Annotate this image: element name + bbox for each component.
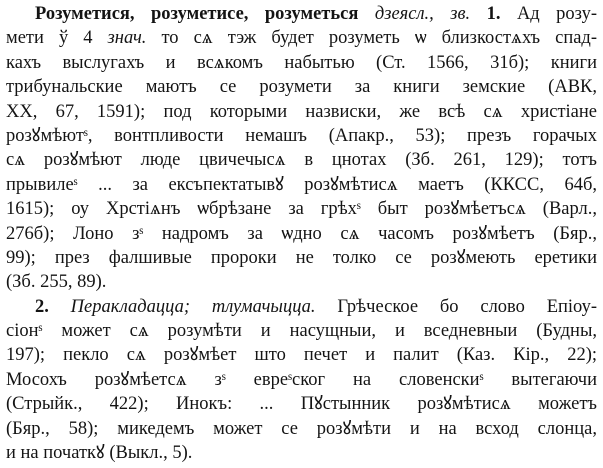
paragraph-2 bbox=[6, 295, 597, 466]
translation-gloss: Перакладацца; тлумачыцца. bbox=[70, 296, 316, 317]
text-segment: 99); през фалшивые пророки не толко се розꙋмеють еретики bbox=[6, 247, 597, 268]
text-segment: 197); пекло сѧ розꙋмѣет што печет и палит (Каз. Кір., 22); bbox=[6, 345, 597, 366]
text-line bbox=[6, 51, 597, 75]
grammar-label: дзеясл., зв. bbox=[374, 4, 471, 24]
text-segment: Грѣческое бо слово Епiоу- bbox=[315, 296, 597, 317]
text-segment: (Зб. 255, 89). bbox=[6, 272, 107, 293]
text-segment: и на початкꙋ (Выкл., 5). bbox=[6, 443, 193, 464]
text-segment: мети ў 4 bbox=[6, 28, 108, 49]
text-line bbox=[6, 75, 597, 99]
text-line bbox=[6, 441, 597, 465]
text-segment: XX, 67, 1591); под которыми назвиски, же всѣ сѧ христiане bbox=[6, 101, 597, 122]
text-segment: сiонˢ может сѧ розумѣти и насущныи, и вседневныи (Будны, bbox=[6, 321, 597, 342]
text-line bbox=[6, 100, 597, 124]
text-segment: прывилеˢ ... за ексъпектатывꙋ розꙋмѣтисѧ маетъ (ККСС, 64б, bbox=[6, 174, 597, 195]
text-segment: 276б); Лоно зˢ надромъ за ѡдно сѧ часомъ розꙋмѣетъ (Бяр., bbox=[6, 223, 597, 244]
text-segment: то сѧ тэж будет розуметь ѡ близкостѧхъ спад- bbox=[146, 28, 597, 49]
text-line bbox=[6, 173, 597, 197]
headword: Розуметися, розуметисе, розуметься bbox=[35, 4, 359, 24]
text-line bbox=[6, 343, 597, 367]
sense-number: 1. bbox=[486, 4, 501, 24]
dictionary-entry bbox=[6, 2, 597, 466]
text-segment bbox=[49, 297, 71, 317]
text-segment bbox=[358, 4, 374, 24]
text-line bbox=[6, 197, 597, 221]
text-segment: (Бяр., 58); микедемъ может се розꙋмѣти и на всход слонца, bbox=[6, 418, 597, 439]
text-segment: кахъ выслугахъ и всѧкомъ набытью (Ст. 1566, 31б); книги bbox=[6, 52, 597, 73]
text-line bbox=[6, 295, 597, 319]
text-segment: Ад розу- bbox=[500, 4, 597, 24]
text-line bbox=[6, 270, 597, 294]
text-line bbox=[6, 26, 597, 50]
text-segment: 1615); оу Хрстiѧнъ ѡбрѣзане за грѣхˢ быт розꙋмѣетъсѧ (Варл., bbox=[6, 199, 597, 220]
text-segment: Мосохъ розꙋмѣетсѧ зˢ евреˢског на словенскиˢ вытегаючи bbox=[6, 369, 597, 390]
paragraph-1 bbox=[6, 2, 597, 295]
text-segment: трибунальские маютъ се розумети за книги земские (АВК, bbox=[6, 77, 597, 98]
text-line bbox=[6, 392, 597, 416]
text-segment: (Стрыйк., 422); Инокъ: ... Пꙋстынник розꙋмѣтисѧ можетъ bbox=[6, 394, 597, 415]
text-line bbox=[6, 246, 597, 270]
text-line bbox=[6, 417, 597, 441]
text-line bbox=[6, 148, 597, 172]
text-segment: сѧ розꙋмѣют люде цвичечысѧ в цнотах (Зб. 261, 129); тотъ bbox=[6, 150, 597, 171]
text-segment: розꙋмѣютˢ, вонтпливости немашъ (Апакр., 53); презъ горачых bbox=[6, 125, 597, 146]
text-line bbox=[6, 368, 597, 392]
italic-text: знач. bbox=[107, 28, 147, 49]
text-line bbox=[6, 124, 597, 148]
text-line bbox=[6, 2, 597, 26]
text-line bbox=[6, 319, 597, 343]
text-segment bbox=[470, 4, 486, 24]
sense-number: 2. bbox=[35, 296, 49, 317]
text-line bbox=[6, 222, 597, 246]
